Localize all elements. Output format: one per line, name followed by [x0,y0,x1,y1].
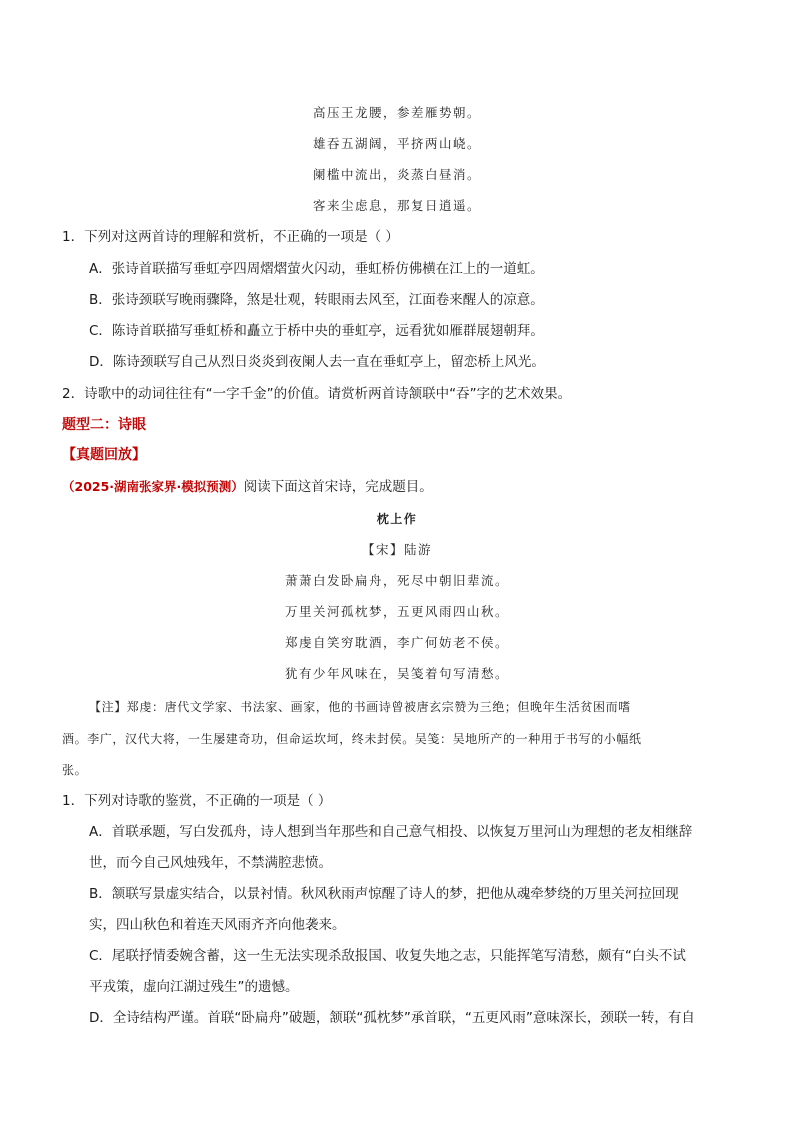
poem1-line-2: 雄吞五湖阔，平挤两山峣。 [312,136,481,151]
poem1-line-1: 高压王龙腰，参差雁势朝。 [312,105,481,120]
poem2-line-4: 犹有少年风味在，吴笺着句写清愁。 [284,666,509,681]
question-1-option-c: C．陈诗首联描写垂虹桥和矗立于桥中央的垂虹亭，远看犹如雁群展翅朝拜。 [89,323,544,339]
source-line [62,478,433,496]
question-2: 2．诗歌中的动词往往有“一字千金”的价值。请赏析两首诗颔联中“吞”字的艺术效果。 [62,386,572,402]
section-subtitle: 【真题回放】 [62,447,146,463]
question-3-option-a-line-2: 世，而今自己风烛残年，不禁满腔悲愤。 [89,855,332,871]
question-1-option-a: A．张诗首联描写垂虹亭四周熠熠萤火闪动，垂虹桥仿佛横在江上的一道虹。 [89,261,544,277]
note-line-1: 【注】郑虔：唐代文学家、书法家、画家，他的书画诗曾被唐玄宗赞为三绝；但晚年生活贫困而嗜 [89,700,631,714]
note-line-3: 张。 [62,763,88,777]
question-3-option-c-line-2: 平戎策，虚向江湖过残生”的遗憾。 [89,979,299,995]
poem2-line-2: 万里关河孤枕梦，五更风雨四山秋。 [284,604,509,619]
question-1-stem: 1．下列对这两首诗的理解和赏析，不正确的一项是（ ） [62,229,399,245]
question-1-option-d: D．陈诗颈联写自己从烈日炎炎到夜阑人去一直在垂虹亭上，留恋桥上风光。 [89,354,545,370]
note-line-2: 酒。李广，汉代大将，一生屡建奇功，但命运坎坷，终未封侯。吴笺：吴地所产的一种用于书写的小幅纸 [62,732,642,746]
poem1-line-3: 阑槛中流出，炎蒸白昼消。 [312,167,481,182]
source-tag: （2025·湖南张家界·模拟预测） [62,479,244,494]
question-3-option-c-line-1: C．尾联抒情委婉含蓄，这一生无法实现杀敌报国、收复失地之志，只能挥笔写清愁，颇有“白头不试 [89,948,686,964]
poem1-line-4: 客来尘虑息，那复日逍遥。 [312,198,481,213]
poem2-line-1: 萧萧白发卧扁舟，死尽中朝旧辈流。 [284,573,509,588]
question-3-option-a-line-1: A．首联承题，写白发孤舟，诗人想到当年那些和自己意气相投、以恢复万里河山为理想的老友相继辞 [89,824,693,840]
poem-author: 【宋】陆游 [361,542,432,557]
question-3-option-d-line-1: D．全诗结构严谨。首联“卧扁舟”破题，颔联“孤枕梦”承首联，“五更风雨”意味深长，颈联一转，有自 [89,1010,695,1026]
poem2-line-3: 郑虔自笑穷耽酒，李广何妨老不侯。 [284,635,509,650]
question-3-option-b-line-2: 实，四山秋色和着连天风雨齐齐向他袭来。 [89,917,346,933]
poem-title: 枕上作 [376,512,418,526]
question-1-option-b: B．张诗颈联写晚雨骤降，煞是壮观，转眼雨去风至，江面卷来醒人的凉意。 [89,292,544,308]
instruction-text: 阅读下面这首宋诗，完成题目。 [243,479,433,495]
question-3-option-b-line-1: B．颔联写景虚实结合，以景衬情。秋风秋雨声惊醒了诗人的梦，把他从魂牵梦绕的万里关河拉回现 [89,886,679,902]
question-3-stem: 1．下列对诗歌的鉴赏，不正确的一项是（ ） [62,793,332,809]
section-title: 题型二：诗眼 [62,417,146,433]
